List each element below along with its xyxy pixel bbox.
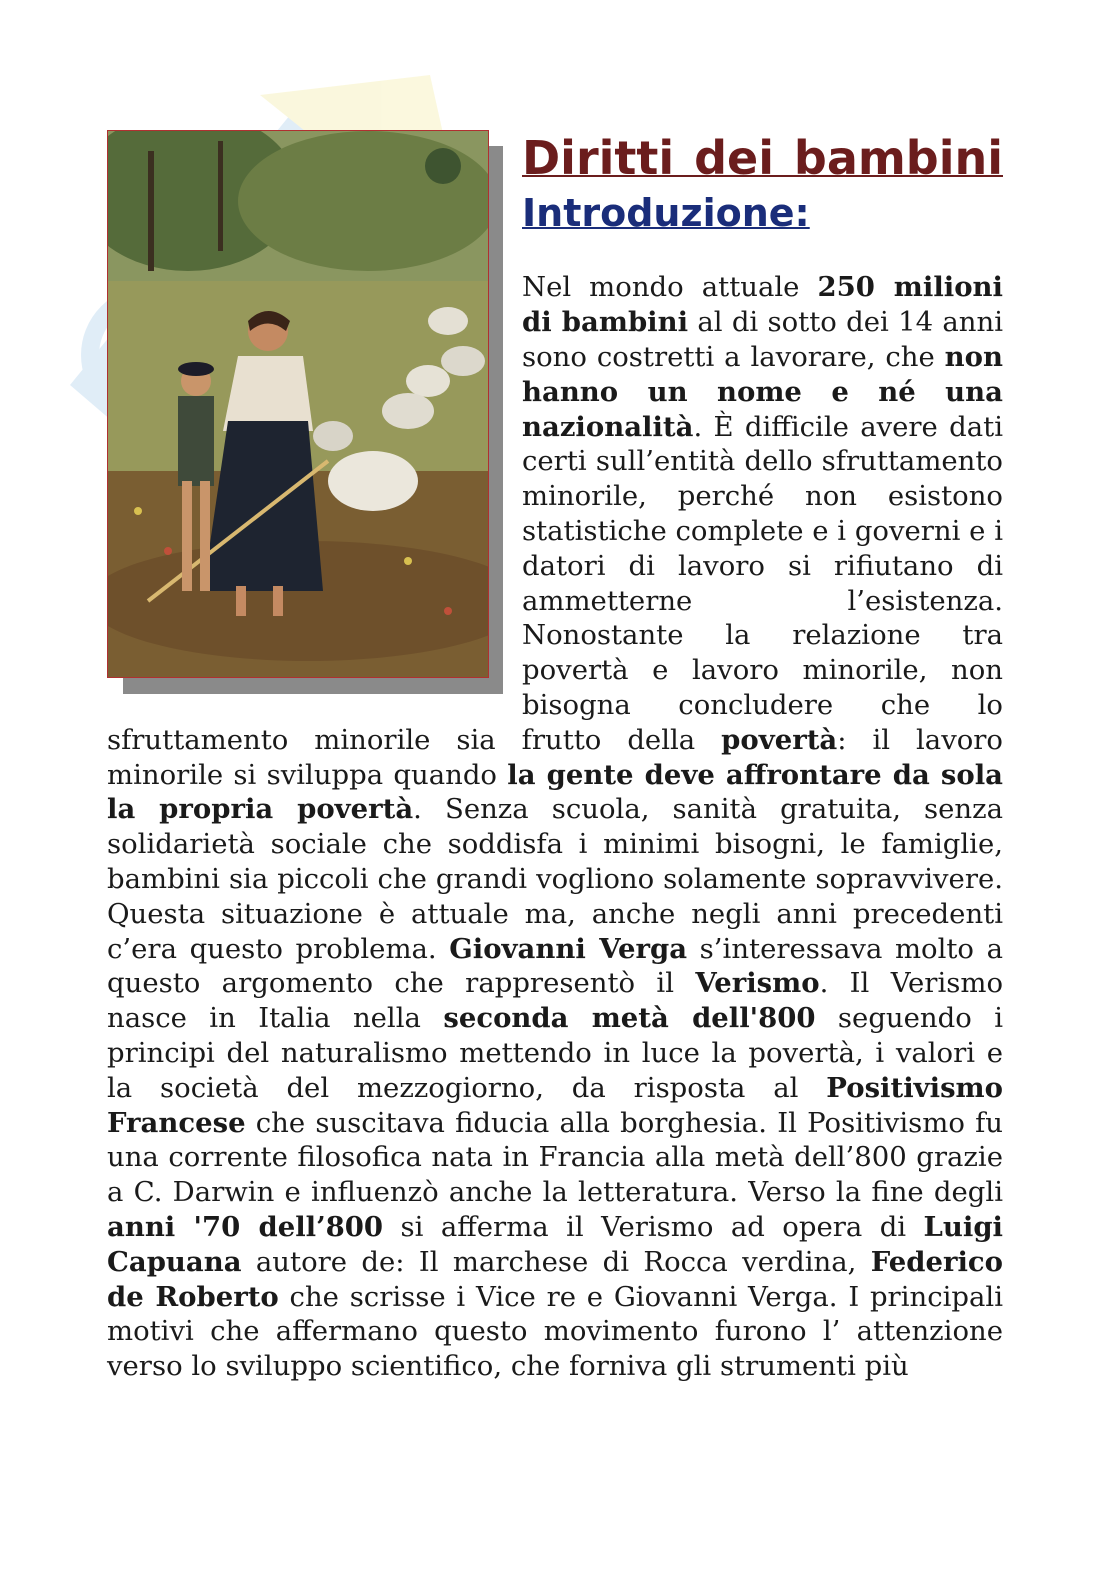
text-run: . Senza scuola, sanità gratuita, senza solidarietà sociale che soddisfa i minimi bisogni, le famiglie, bambini sia piccoli che grandi vogliono solamente sopravvivere. Questa situazione è attuale ma, anche negli anni precedenti c’era questo problema. xyxy=(107,793,1004,965)
text-run: s’interessava molto a questo argomento che rappresentò il xyxy=(107,932,1003,1000)
text-run-bold: Positivismo Francese xyxy=(107,1071,1003,1139)
text-run-bold: la gente deve affrontare da sola la propria povertà xyxy=(107,758,1003,826)
text-run-bold: non hanno un nome e né una nazionalità xyxy=(522,341,1003,443)
text-run: al di sotto dei 14 anni sono costretti a lavorare, che xyxy=(522,306,1003,374)
text-run-bold: seconda metà dell'800 xyxy=(443,1002,816,1035)
text-run-bold: povertà xyxy=(721,723,838,756)
text-run-bold: Giovanni Verga xyxy=(449,932,688,965)
text-run: Nel mondo attuale xyxy=(522,271,818,304)
text-run: si afferma il Verismo ad opera di xyxy=(383,1211,924,1243)
text-run-bold: Verismo xyxy=(695,967,820,1000)
figure-container xyxy=(107,130,505,696)
text-run-bold: Federico de Roberto xyxy=(107,1245,1003,1313)
text-run: . Il Verismo nasce in Italia nella xyxy=(107,967,1003,1035)
text-run-bold: anni '70 dell’800 xyxy=(107,1211,384,1243)
document-title: Diritti dei bambini xyxy=(522,131,1003,185)
text-run: autore de: Il marchese di Rocca verdina, xyxy=(241,1245,871,1278)
text-run-bold: Luigi Capuana xyxy=(107,1211,1003,1278)
text-run-bold: 250 milioni di bambini xyxy=(522,271,1003,339)
text-run: . È difficile avere dati certi sull’entità dello sfruttamento minorile, perché non esistono statistiche complete e i governi e i datori di lavoro si rifiutano di ammetterne l’esistenza. Nonostante la relazione tra povertà e lavoro minorile, non bisogna concludere che lo sfruttamento minorile sia frutto della xyxy=(107,410,1003,756)
document-subtitle: Introduzione: xyxy=(522,190,810,235)
painting-image xyxy=(107,130,489,678)
text-run: : il lavoro minorile si sviluppa quando xyxy=(107,723,1003,791)
text-run: seguendo i principi del naturalismo mettendo in luce la povertà, i valori e la società del mezzogiorno, da risposta al xyxy=(107,1002,1003,1104)
text-run: che suscitava fiducia alla borghesia. Il Positivismo fu una corrente filosofica nata in Francia alla metà dell’800 grazie a C. Darwin e influenzò anche la letteratura. Verso la fine degli xyxy=(107,1106,1003,1209)
text-run: che scrisse i Vice re e Giovanni Verga. I principali motivi che affermano questo movimento furono l’ attenzione verso lo sviluppo scientifico, che forniva gli strumenti più xyxy=(107,1280,1003,1383)
document-page xyxy=(107,130,1003,1384)
